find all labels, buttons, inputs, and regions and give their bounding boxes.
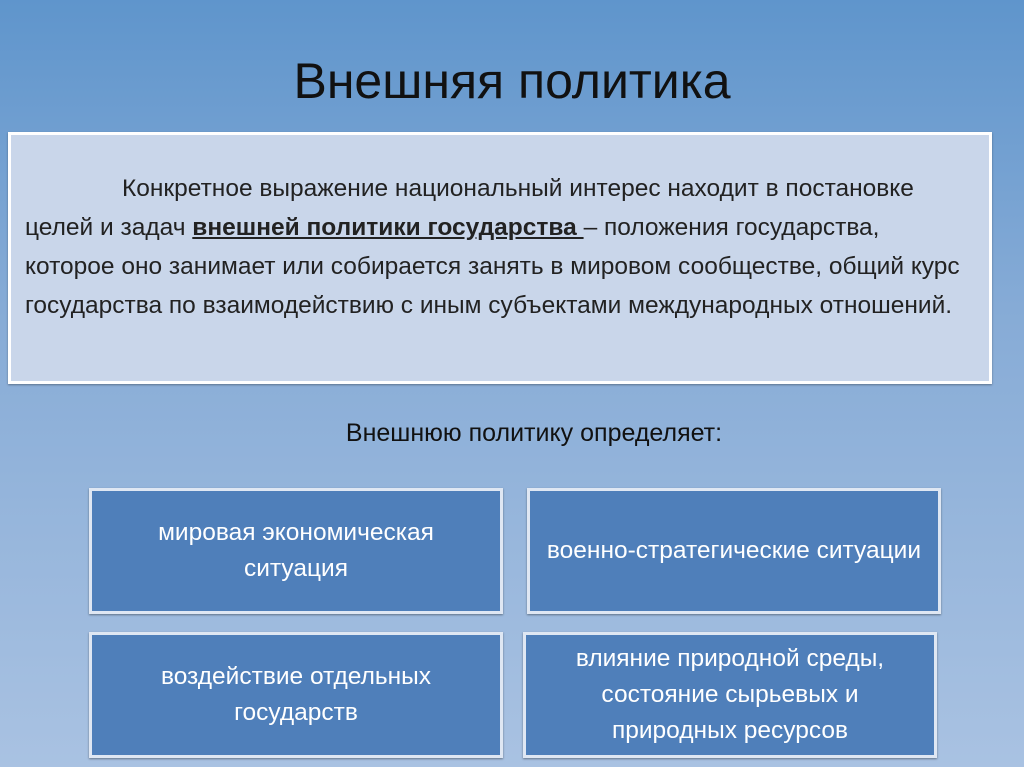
factor-box-environment (523, 632, 937, 758)
factor-label: мировая экономическая ситуация (158, 519, 434, 582)
definition-term: внешней политики государства (192, 214, 584, 241)
factor-box-economic (89, 488, 503, 614)
factor-label: воздействие отдельных государств (160, 663, 432, 726)
factor-label: влияние природной среды, состояние сырьевых и природных ресурсов (575, 645, 885, 744)
page-title: Внешняя политика (293, 53, 731, 109)
factor-label: военно-стратегические ситуации (546, 537, 922, 564)
factors-heading: Внешнюю политику определяет: (345, 419, 723, 447)
factor-box-states (89, 632, 503, 758)
definition-lead-text: Конкретное выражение национальный интерес находит в постановке целей и задач (25, 175, 914, 241)
definition-rest-text: – положения государства, которое оно занимает или собирается занять в мировом сообществе, общий курс государства по взаимодействию с иным субъектами международных отношений. (25, 214, 960, 319)
definition-box (8, 132, 992, 384)
factor-box-military (527, 488, 941, 614)
